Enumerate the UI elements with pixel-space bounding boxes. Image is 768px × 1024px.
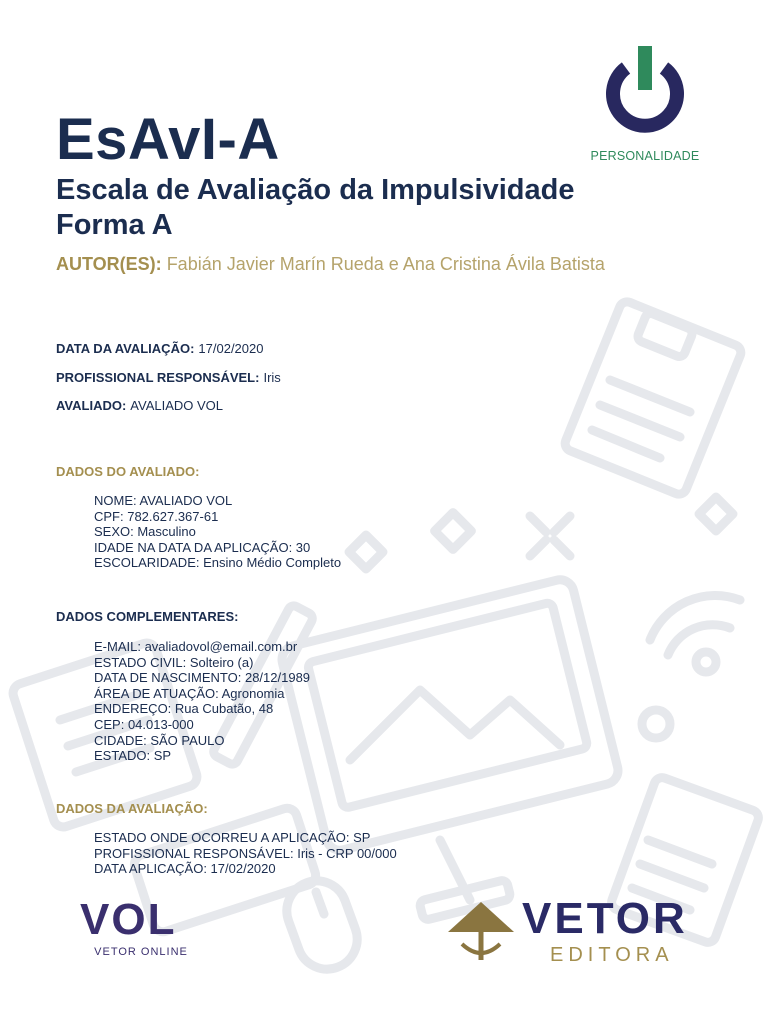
evaluation-date-row (56, 341, 263, 356)
list-item: DATA DE NASCIMENTO: 28/12/1989 (94, 670, 311, 686)
vetor-caption: EDITORA (550, 944, 674, 966)
list-item: ESTADO ONDE OCORREU A APLICAÇÃO: SP (94, 830, 371, 845)
list-item: ÁREA DE ATUAÇÃO: Agronomia (94, 685, 285, 701)
list-item: ESCOLARIDADE: Ensino Médio Completo (94, 555, 342, 571)
section-heading-dados-avaliado: DADOS DO AVALIADO: (56, 464, 200, 479)
personalidade-logo (590, 44, 700, 163)
list-item: ESTADO: SP (94, 748, 172, 764)
evaluation-date-label: DATA DA AVALIAÇÃO: (56, 341, 195, 356)
page-subtitle (56, 173, 676, 243)
authors-line (56, 254, 605, 275)
list-item: CPF: 782.627.367-61 (94, 508, 219, 524)
subtitle-line-2: Forma A (56, 209, 173, 241)
vetor-wordmark: VETOR (522, 894, 688, 943)
vol-logo (80, 896, 202, 958)
dados-avaliado-list (94, 493, 341, 571)
professional-label: PROFISSIONAL RESPONSÁVEL: (56, 370, 260, 385)
list-item: CEP: 04.013-000 (94, 716, 194, 732)
power-icon (604, 44, 686, 140)
vol-caption: VETOR ONLINE (94, 946, 188, 958)
section-heading-dados-avaliacao: DADOS DA AVALIAÇÃO: (56, 801, 208, 816)
evaluation-date-value: 17/02/2020 (198, 341, 264, 356)
evaluated-row (56, 398, 223, 413)
evaluated-label: AVALIADO: (56, 398, 127, 413)
section-heading-dados-complementares: DADOS COMPLEMENTARES: (56, 609, 239, 624)
dados-avaliacao-list (94, 830, 397, 877)
list-item: ENDEREÇO: Rua Cubatão, 48 (94, 701, 274, 717)
subtitle-line-1: Escala de Avaliação da Impulsividade (56, 174, 575, 206)
page-title: EsAvI-A (56, 107, 280, 172)
professional-value: Iris (263, 370, 281, 385)
list-item: IDADE NA DATA DA APLICAÇÃO: 30 (94, 539, 311, 555)
list-item: SEXO: Masculino (94, 524, 196, 540)
list-item: ESTADO CIVIL: Solteiro (a) (94, 654, 254, 670)
list-item: DATA APLICAÇÃO: 17/02/2020 (94, 861, 276, 877)
category-label: PERSONALIDADE (590, 149, 700, 163)
vol-wordmark: VOL (80, 895, 177, 944)
list-item: NOME: AVALIADO VOL (94, 493, 233, 508)
authors-value: Fabián Javier Marín Rueda e Ana Cristina Ávila Batista (166, 254, 605, 274)
vetor-editora-logo (446, 896, 706, 976)
list-item: CIDADE: SÃO PAULO (94, 732, 225, 748)
list-item: PROFISSIONAL RESPONSÁVEL: Iris - CRP 00/000 (94, 845, 397, 861)
list-item: E-MAIL: avaliadovol@email.com.br (94, 639, 298, 654)
dados-complementares-list (94, 639, 310, 764)
umbrella-icon (446, 898, 516, 968)
professional-row (56, 370, 281, 385)
authors-label: AUTOR(ES): (56, 254, 162, 274)
evaluated-value: AVALIADO VOL (130, 398, 224, 413)
